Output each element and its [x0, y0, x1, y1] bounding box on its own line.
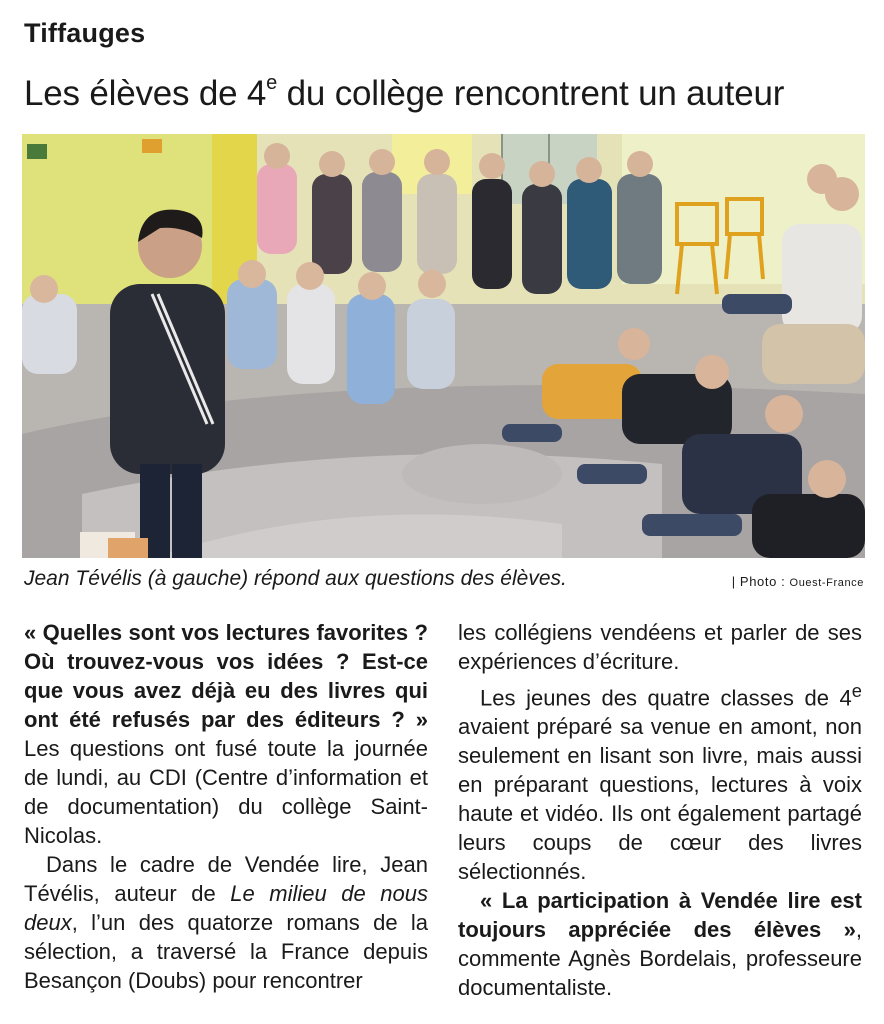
article-paragraph-2: [24, 850, 428, 995]
photo-credit-label: | Photo :: [731, 574, 786, 589]
article-paragraph-1: [24, 618, 428, 850]
paragraph-3-text-a: Les jeunes des quatre classes de 4: [480, 685, 852, 711]
article-photo: [22, 134, 865, 558]
paragraph-4-text: , commente Agnès Bordelais, professeure documentaliste.: [458, 917, 862, 1001]
paragraph-2-text-a: Dans le cadre de Vendée lire, Jean Tévélis, auteur de: [24, 852, 428, 906]
paragraph-3-superscript: e: [851, 680, 862, 701]
headline-superscript: e: [266, 72, 278, 94]
classroom-photo-illustration: [22, 134, 865, 558]
paragraph-1-text: Les questions ont fusé toute la journée de lundi, au CDI (Centre d’information et de documentation) du collège Saint-Nicolas.: [24, 736, 428, 848]
book-title: Le milieu de nous deux: [24, 881, 428, 935]
section-kicker: Tiffauges: [24, 18, 146, 48]
photo-credit-source: Ouest-France: [789, 577, 864, 589]
paragraph-2-text-b: , l’un des quatorze romans de la sélection, a traversé la France depuis Besançon (Doubs) pour rencontrer: [24, 910, 428, 993]
article-column-left: [24, 618, 428, 995]
headline-text-end: du collège rencontrent un auteur: [277, 74, 785, 113]
paragraph-3-text-b: avaient préparé sa venue en amont, non seulement en lisant son livre, mais aussi en préparant questions, lectures à voix haute et vidéo. Ils ont également partagé leurs coups de cœur des livres sélectionnés.: [458, 714, 862, 885]
article-paragraph-2-continued: les collégiens vendéens et parler de ses expériences d’écriture.: [458, 620, 862, 674]
article-paragraph-4: [458, 886, 862, 1002]
photo-caption: Jean Tévélis (à gauche) répond aux questions des élèves.: [24, 567, 567, 590]
closing-quote: « La participation à Vendée lire est toujours appréciée des élèves »: [458, 888, 862, 943]
photo-credit: [732, 574, 864, 589]
headline-text-start: Les élèves de 4: [24, 74, 267, 113]
article-column-right: [458, 618, 862, 1002]
opening-quote: « Quelles sont vos lectures favorites ? Où trouvez-vous vos idées ? Est-ce que vous avez déjà eu des livres qui ont été refusés par des éditeurs ? »: [24, 620, 428, 732]
headline: [24, 72, 784, 114]
article-paragraph-3: [458, 676, 862, 886]
